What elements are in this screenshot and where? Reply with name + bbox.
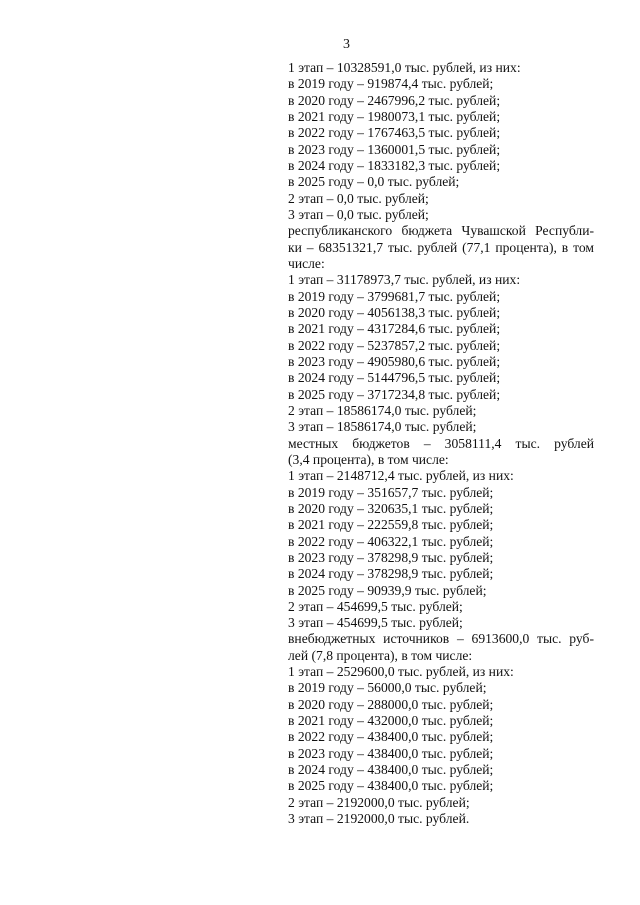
text-line: в 2022 году – 5237857,2 тыс. рублей; xyxy=(288,337,501,353)
text-line: 2 этап – 2192000,0 тыс. рублей; xyxy=(288,794,470,810)
text-line: в 2025 году – 438400,0 тыс. рублей; xyxy=(288,778,494,794)
funding-text-block xyxy=(288,60,594,827)
page-number: 3 xyxy=(343,37,350,52)
text-line: 3 этап – 454699,5 тыс. рублей; xyxy=(288,615,463,631)
text-line: (3,4 процента), в том числе: xyxy=(288,451,449,467)
text-line: 2 этап – 454699,5 тыс. рублей; xyxy=(288,598,463,614)
text-line: в 2022 году – 438400,0 тыс. рублей; xyxy=(288,729,494,745)
text-line: в 2024 году – 1833182,3 тыс. рублей; xyxy=(288,157,501,173)
text-line: в 2021 году – 1980073,1 тыс. рублей; xyxy=(288,108,501,124)
text-line: в 2024 году – 438400,0 тыс. рублей; xyxy=(288,762,494,778)
text-line: в 2020 году – 288000,0 тыс. рублей; xyxy=(288,696,494,712)
text-line: 3 этап – 2192000,0 тыс. рублей. xyxy=(288,811,470,827)
text-line: 2 этап – 18586174,0 тыс. рублей; xyxy=(288,402,477,418)
text-line: в 2022 году – 406322,1 тыс. рублей; xyxy=(288,533,494,549)
text-line: 1 этап – 2148712,4 тыс. рублей, из них: xyxy=(288,468,514,484)
text-line: в 2019 году – 3799681,7 тыс. рублей; xyxy=(288,288,501,304)
text-line: в 2020 году – 320635,1 тыс. рублей; xyxy=(288,500,494,516)
text-line: в 2024 году – 378298,9 тыс. рублей; xyxy=(288,566,494,582)
text-line: в 2023 году – 1360001,5 тыс. рублей; xyxy=(288,141,501,157)
text-line: 1 этап – 31178973,7 тыс. рублей, из них: xyxy=(288,272,521,288)
text-line: в 2023 году – 438400,0 тыс. рублей; xyxy=(288,745,494,761)
text-line: внебюджетных источников – 6913600,0 тыс. руб- xyxy=(288,631,594,647)
text-line: в 2019 году – 56000,0 тыс. рублей; xyxy=(288,680,487,696)
text-line: в 2025 году – 0,0 тыс. рублей; xyxy=(288,174,460,190)
text-line: в 2024 году – 5144796,5 тыс. рублей; xyxy=(288,370,501,386)
text-line: местных бюджетов – 3058111,4 тыс. рублей xyxy=(288,435,594,451)
text-line: ки – 68351321,7 тыс. рублей (77,1 процента), в том xyxy=(288,239,594,255)
text-line: в 2021 году – 432000,0 тыс. рублей; xyxy=(288,713,494,729)
text-line: в 2023 году – 4905980,6 тыс. рублей; xyxy=(288,353,501,369)
text-line: в 2021 году – 222559,8 тыс. рублей; xyxy=(288,517,494,533)
text-line: 1 этап – 2529600,0 тыс. рублей, из них: xyxy=(288,664,514,680)
text-line: в 2021 году – 4317284,6 тыс. рублей; xyxy=(288,321,501,337)
text-line: 3 этап – 0,0 тыс. рублей; xyxy=(288,206,429,222)
text-line: числе: xyxy=(288,255,325,271)
text-line: в 2025 году – 90939,9 тыс. рублей; xyxy=(288,582,487,598)
text-line: в 2023 году – 378298,9 тыс. рублей; xyxy=(288,549,494,565)
text-line: в 2019 году – 919874,4 тыс. рублей; xyxy=(288,76,494,92)
text-line: 1 этап – 10328591,0 тыс. рублей, из них: xyxy=(288,60,521,75)
text-line: 3 этап – 18586174,0 тыс. рублей; xyxy=(288,419,477,435)
text-line: 2 этап – 0,0 тыс. рублей; xyxy=(288,190,429,206)
text-line: в 2022 году – 1767463,5 тыс. рублей; xyxy=(288,125,501,141)
text-line: в 2019 году – 351657,7 тыс. рублей; xyxy=(288,484,494,500)
text-line: в 2025 году – 3717234,8 тыс. рублей; xyxy=(288,386,501,402)
text-line: в 2020 году – 2467996,2 тыс. рублей; xyxy=(288,92,501,108)
text-line: лей (7,8 процента), в том числе: xyxy=(288,647,473,663)
text-line: в 2020 году – 4056138,3 тыс. рублей; xyxy=(288,304,501,320)
text-line: республиканского бюджета Чувашской Республи- xyxy=(288,223,594,239)
